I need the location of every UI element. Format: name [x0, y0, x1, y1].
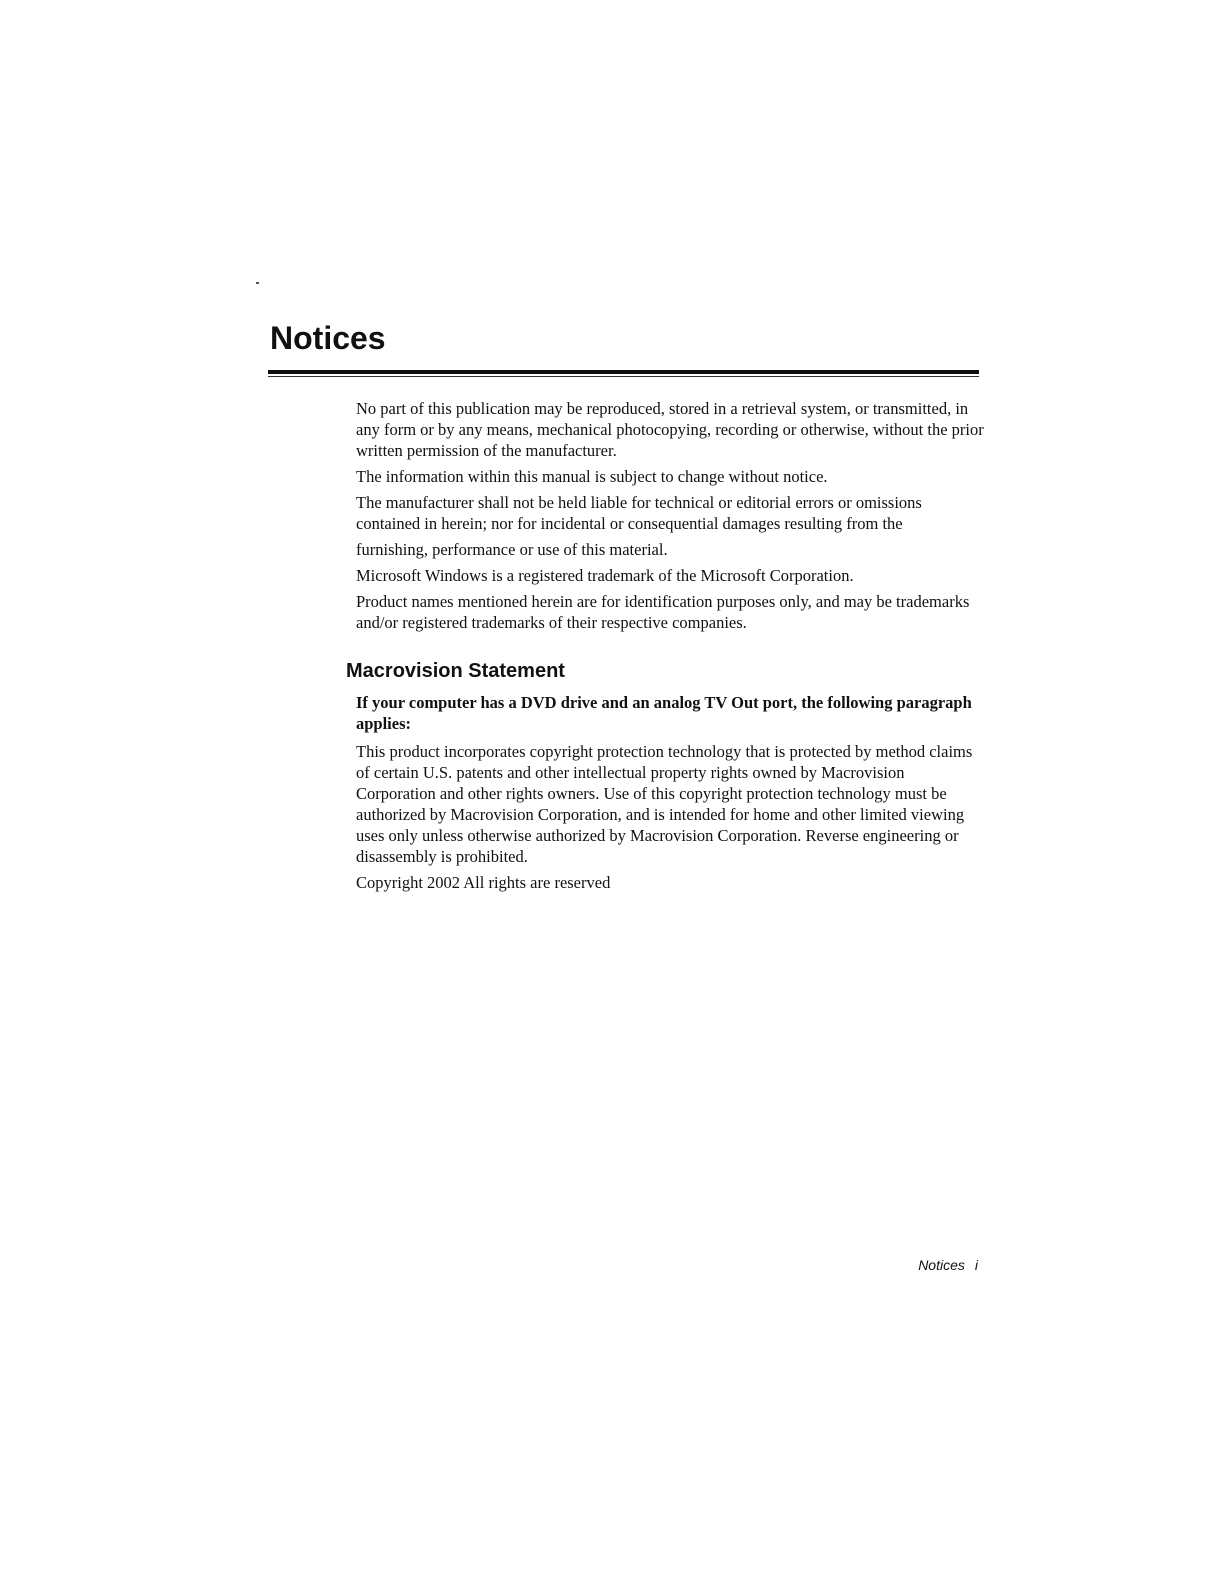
macrovision-heading: Macrovision Statement — [346, 660, 565, 682]
title-rule-thin — [268, 376, 979, 377]
notices-body — [356, 398, 986, 638]
macrovision-text: This product incorporates copyright protection technology that is protected by method claims of certain U.S. patents and other intellectual property rights owned by Macrovision Corporation and other rights owners. Use of this copyright protection technology must be authorized by Macrovision Corporation, and is intended for home and other limited viewing uses only unless otherwise authorized by Macrovision Corporation. Reverse engineering or disassembly is prohibited. — [356, 742, 973, 866]
macrovision-body — [356, 692, 986, 898]
title-rule-thick — [268, 370, 979, 374]
notice-paragraph-change: The information within this manual is subject to change without notice. — [356, 467, 828, 486]
notice-paragraph-product-names: Product names mentioned herein are for identification purposes only, and may be trademarks and/or registered trademarks of their respective companies. — [356, 592, 970, 632]
notice-paragraph-liability-cont: furnishing, performance or use of this material. — [356, 540, 668, 559]
page-title: Notices — [270, 320, 386, 356]
footer-section-label: Notices — [918, 1257, 965, 1273]
notice-paragraph-trademark: Microsoft Windows is a registered trademark of the Microsoft Corporation. — [356, 566, 854, 585]
macrovision-lead: If your computer has a DVD drive and an analog TV Out port, the following paragraph applies: — [356, 693, 972, 733]
scan-speck — [256, 282, 259, 284]
copyright-line: Copyright 2002 All rights are reserved — [356, 873, 611, 892]
notice-paragraph-liability: The manufacturer shall not be held liable for technical or editorial errors or omissions contained in herein; nor for incidental or consequential damages resulting from the — [356, 493, 922, 533]
footer-page-number: i — [974, 1257, 978, 1273]
page-footer — [880, 1256, 978, 1274]
notice-paragraph-reproduction: No part of this publication may be reproduced, stored in a retrieval system, or transmitted, in any form or by any means, mechanical photocopying, recording or otherwise, without the prior written permission of the manufacturer. — [356, 399, 984, 460]
